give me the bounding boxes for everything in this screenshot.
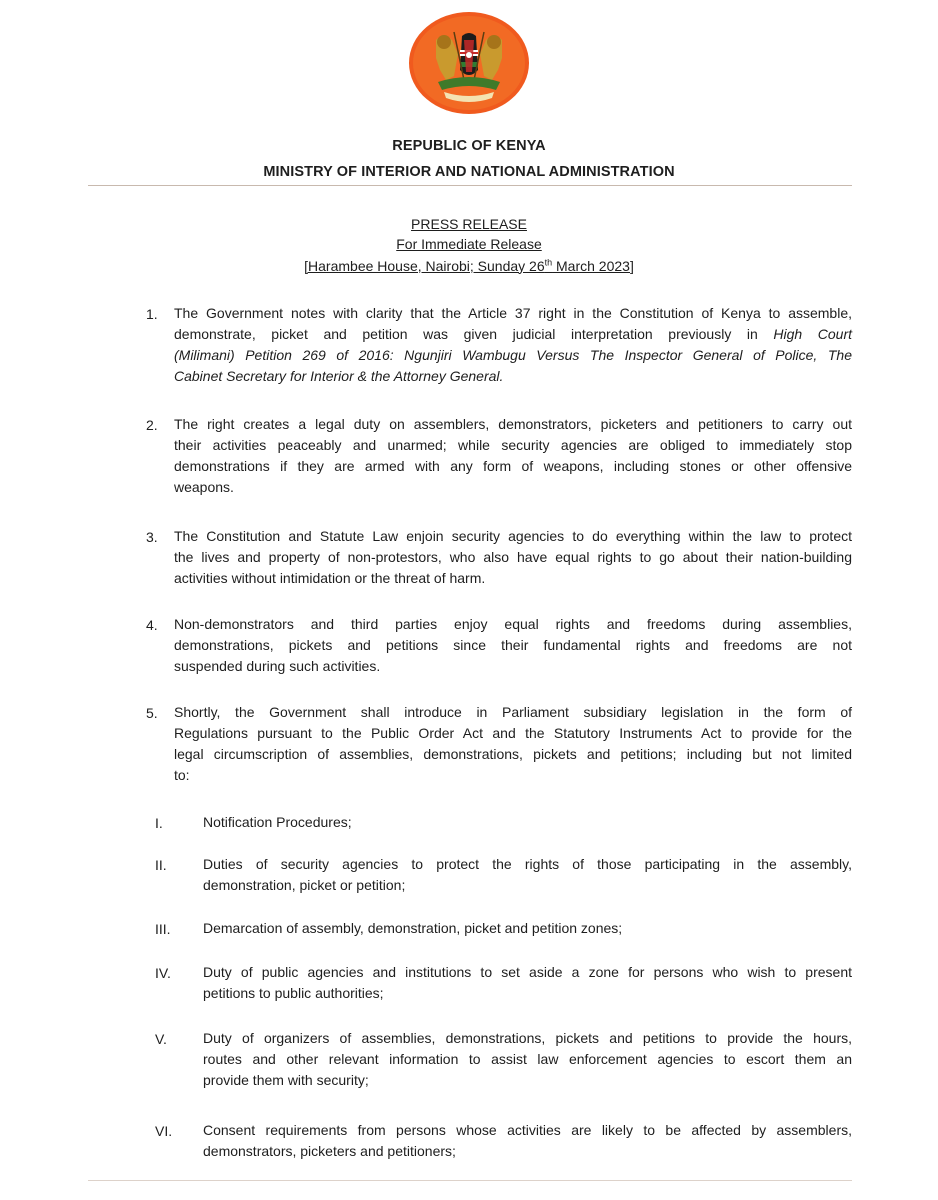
subitem-number: IV. bbox=[155, 965, 171, 981]
item-number: 2. bbox=[146, 417, 158, 433]
kenya-coat-of-arms-icon bbox=[406, 10, 532, 116]
subitem-number: II. bbox=[155, 857, 167, 873]
paragraph-3: The Constitution and Statute Law enjoin security agencies to do everything within the law to protect the lives and property of non-protestors, who also have equal rights to go about their nation-building activities without intimidation or the threat of harm. bbox=[174, 528, 852, 586]
subitem-number: I. bbox=[155, 815, 163, 831]
subitem-iii: Demarcation of assembly, demonstration, picket and petition zones; bbox=[203, 920, 623, 936]
item-number: 5. bbox=[146, 705, 158, 721]
paragraph-1: The Government notes with clarity that the Article 37 right in the Constitution of Kenya to assemble, demonstrate, picket and petition was given judicial interpretation previously in High Court (Milimani) Petition 269 of 2016: Ngunjiri Wambugu Versus The Inspector General of Police, The Cabinet Secretary for Interior & the Attorney General. bbox=[174, 305, 852, 384]
paragraph-2: The right creates a legal duty on assemblers, demonstrators, picketers and petitioners to carry out their activities peaceably and unarmed; while security agencies are obliged to immediately stop demonstrations if they are armed with any form of weapons, including stones or other offensive weapons. bbox=[174, 416, 852, 495]
subitem-i: Notification Procedures; bbox=[203, 814, 352, 830]
subitem-number: III. bbox=[155, 921, 171, 937]
release-type: For Immediate Release bbox=[396, 236, 542, 252]
subitem-ii: Duties of security agencies to protect the rights of those participating in the assembly, demonstration, picket or petition; bbox=[203, 856, 852, 893]
item-number: 3. bbox=[146, 529, 158, 545]
item-number: 4. bbox=[146, 617, 158, 633]
paragraph-5: Shortly, the Government shall introduce in Parliament subsidiary legislation in the form of Regulations pursuant to the Public Order Act and the Statutory Instruments Act to provide for the legal circumscription of assemblies, demonstrations, pickets and petitions; including but not limited to: bbox=[174, 704, 852, 783]
item-number: 1. bbox=[146, 306, 158, 322]
subitem-number: VI. bbox=[155, 1123, 173, 1139]
press-release-title: PRESS RELEASE bbox=[411, 216, 527, 232]
subitem-vi: Consent requirements from persons whose activities are likely to be affected by assemblers, demonstrators, picketers and petitioners; bbox=[203, 1122, 852, 1159]
release-place-date: [Harambee House, Nairobi; Sunday 26th March 2023] bbox=[304, 257, 634, 274]
header-divider bbox=[88, 185, 852, 186]
country-heading: REPUBLIC OF KENYA bbox=[392, 138, 546, 154]
paragraph-4: Non-demonstrators and third parties enjoy equal rights and freedoms during assemblies, demonstrations, pickets and petitions since their fundamental rights and freedoms are not suspended during such activities. bbox=[174, 616, 852, 674]
subitem-number: V. bbox=[155, 1031, 167, 1047]
subitem-iv: Duty of public agencies and institutions to set aside a zone for persons who wish to present petitions to public authorities; bbox=[203, 964, 852, 1001]
subitem-v: Duty of organizers of assemblies, demonstrations, pickets and petitions to provide the hours, routes and other relevant information to assist law enforcement agencies to escort them an provide them with security; bbox=[203, 1030, 852, 1088]
footer-divider bbox=[88, 1180, 852, 1181]
ministry-heading: MINISTRY OF INTERIOR AND NATIONAL ADMINISTRATION bbox=[263, 164, 675, 180]
